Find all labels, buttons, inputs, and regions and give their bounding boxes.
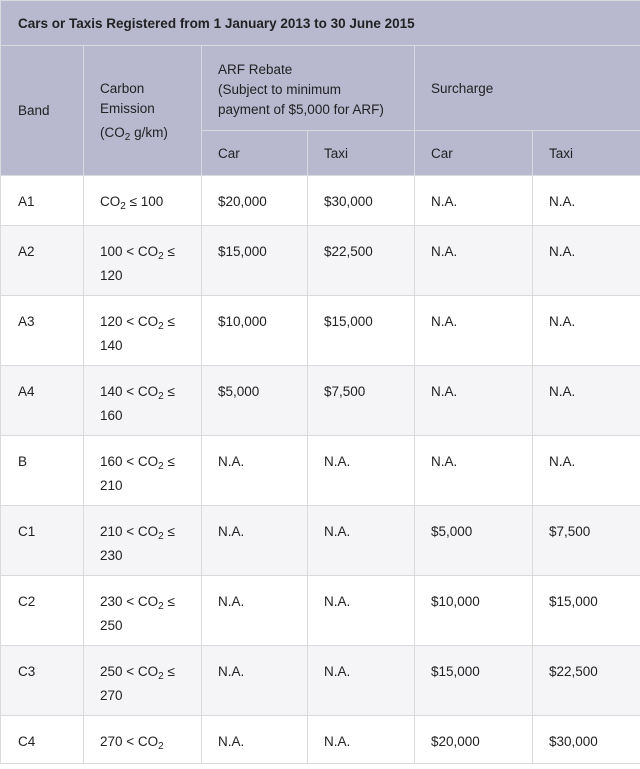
emission-cell — [84, 506, 202, 576]
table-row — [1, 646, 640, 716]
arf-taxi-cell: N.A. — [308, 716, 415, 764]
emission-upper-bound: 140 — [100, 338, 123, 353]
surcharge-car-cell: $15,000 — [415, 646, 533, 716]
emission-cell — [84, 576, 202, 646]
emission-range: $160 < CO_2$ ≤ — [100, 454, 175, 472]
surcharge-car-cell: $5,000 — [415, 506, 533, 576]
emission-upper-bound: 230 — [100, 548, 123, 563]
emission-upper-bound: 250 — [100, 618, 123, 633]
surcharge-taxi-cell: N.A. — [533, 176, 640, 226]
header-arf-line1: ARF Rebate — [218, 62, 293, 77]
emission-range: $120 < CO_2$ ≤ — [100, 314, 175, 332]
emission-cell — [84, 436, 202, 506]
table-title-row — [1, 1, 640, 46]
surcharge-taxi-cell: $22,500 — [533, 646, 640, 716]
surcharge-car-cell: N.A. — [415, 226, 533, 296]
emission-upper-bound: 270 — [100, 688, 123, 703]
emission-range: $230 < CO_2$ ≤ — [100, 594, 175, 612]
arf-taxi-cell: N.A. — [308, 646, 415, 716]
surcharge-taxi-cell: N.A. — [533, 296, 640, 366]
surcharge-car-cell: $20,000 — [415, 716, 533, 764]
surcharge-taxi-cell: $30,000 — [533, 716, 640, 764]
emission-upper-bound: 160 — [100, 408, 123, 423]
arf-car-cell: N.A. — [202, 646, 308, 716]
arf-taxi-cell: $30,000 — [308, 176, 415, 226]
header-arf-line3: payment of $5,000 for ARF) — [218, 102, 384, 117]
surcharge-taxi-cell: $7,500 — [533, 506, 640, 576]
surcharge-car-cell: $10,000 — [415, 576, 533, 646]
band-cell: A4 — [1, 366, 84, 436]
band-cell: A3 — [1, 296, 84, 366]
table-row — [1, 296, 640, 366]
band-cell: C3 — [1, 646, 84, 716]
header-carbon-line1: Carbon — [100, 80, 145, 96]
band-cell: C2 — [1, 576, 84, 646]
arf-taxi-cell: $22,500 — [308, 226, 415, 296]
table-row — [1, 366, 640, 436]
table-row — [1, 716, 640, 764]
surcharge-car-cell: N.A. — [415, 296, 533, 366]
band-cell: C4 — [1, 716, 84, 764]
table-title: Cars or Taxis Registered from 1 January 2013 to 30 June 2015 — [1, 1, 640, 46]
header-carbon-line2: Emission — [100, 100, 155, 116]
surcharge-taxi-cell: N.A. — [533, 226, 640, 296]
band-cell: A1 — [1, 176, 84, 226]
emission-cell — [84, 296, 202, 366]
arf-car-cell: $10,000 — [202, 296, 308, 366]
arf-taxi-cell: N.A. — [308, 506, 415, 576]
table-row — [1, 226, 640, 296]
arf-car-cell: $20,000 — [202, 176, 308, 226]
emission-range: $250 < CO_2$ ≤ — [100, 664, 175, 682]
emission-cell — [84, 716, 202, 764]
header-row-1 — [1, 46, 640, 131]
surcharge-car-cell: N.A. — [415, 436, 533, 506]
surcharge-car-cell: N.A. — [415, 176, 533, 226]
emission-range: $140 < CO_2$ ≤ — [100, 384, 175, 402]
emission-range: $CO_2 \le 100$ — [100, 194, 164, 212]
header-carbon-line3: ($CO_2$ g/km) — [100, 124, 168, 143]
emission-range: $100 < CO_2$ ≤ — [100, 244, 175, 262]
table-row — [1, 436, 640, 506]
arf-taxi-cell: N.A. — [308, 576, 415, 646]
surcharge-taxi-cell: N.A. — [533, 436, 640, 506]
emission-cell — [84, 366, 202, 436]
band-cell: B — [1, 436, 84, 506]
emission-upper-bound: 210 — [100, 478, 123, 493]
arf-taxi-cell: N.A. — [308, 436, 415, 506]
header-arf-line2: (Subject to minimum — [218, 82, 342, 97]
header-carbon-emission — [84, 46, 202, 176]
arf-car-cell: N.A. — [202, 576, 308, 646]
emission-cell — [84, 176, 202, 226]
surcharge-taxi-cell: $15,000 — [533, 576, 640, 646]
band-cell: A2 — [1, 226, 84, 296]
emission-range: $210 < CO_2$ ≤ — [100, 524, 175, 542]
arf-taxi-cell: $7,500 — [308, 366, 415, 436]
surcharge-taxi-cell: N.A. — [533, 366, 640, 436]
surcharge-car-cell: N.A. — [415, 366, 533, 436]
header-surcharge-car: Car — [415, 131, 533, 176]
band-cell: C1 — [1, 506, 84, 576]
arf-car-cell: $5,000 — [202, 366, 308, 436]
arf-car-cell: N.A. — [202, 716, 308, 764]
header-surcharge-taxi: Taxi — [533, 131, 640, 176]
emission-upper-bound: 120 — [100, 268, 123, 283]
table-row — [1, 506, 640, 576]
emission-range: $270 < CO_2$ — [100, 734, 164, 752]
arf-car-cell: N.A. — [202, 506, 308, 576]
emission-cell — [84, 226, 202, 296]
arf-car-cell: $15,000 — [202, 226, 308, 296]
header-surcharge: Surcharge — [415, 46, 640, 131]
table-body — [1, 176, 640, 764]
table-row — [1, 576, 640, 646]
table-row — [1, 176, 640, 226]
header-arf-car: Car — [202, 131, 308, 176]
header-band: Band — [1, 46, 84, 176]
emission-cell — [84, 646, 202, 716]
arf-taxi-cell: $15,000 — [308, 296, 415, 366]
header-arf-rebate — [202, 46, 415, 131]
arf-car-cell: N.A. — [202, 436, 308, 506]
header-arf-taxi: Taxi — [308, 131, 415, 176]
